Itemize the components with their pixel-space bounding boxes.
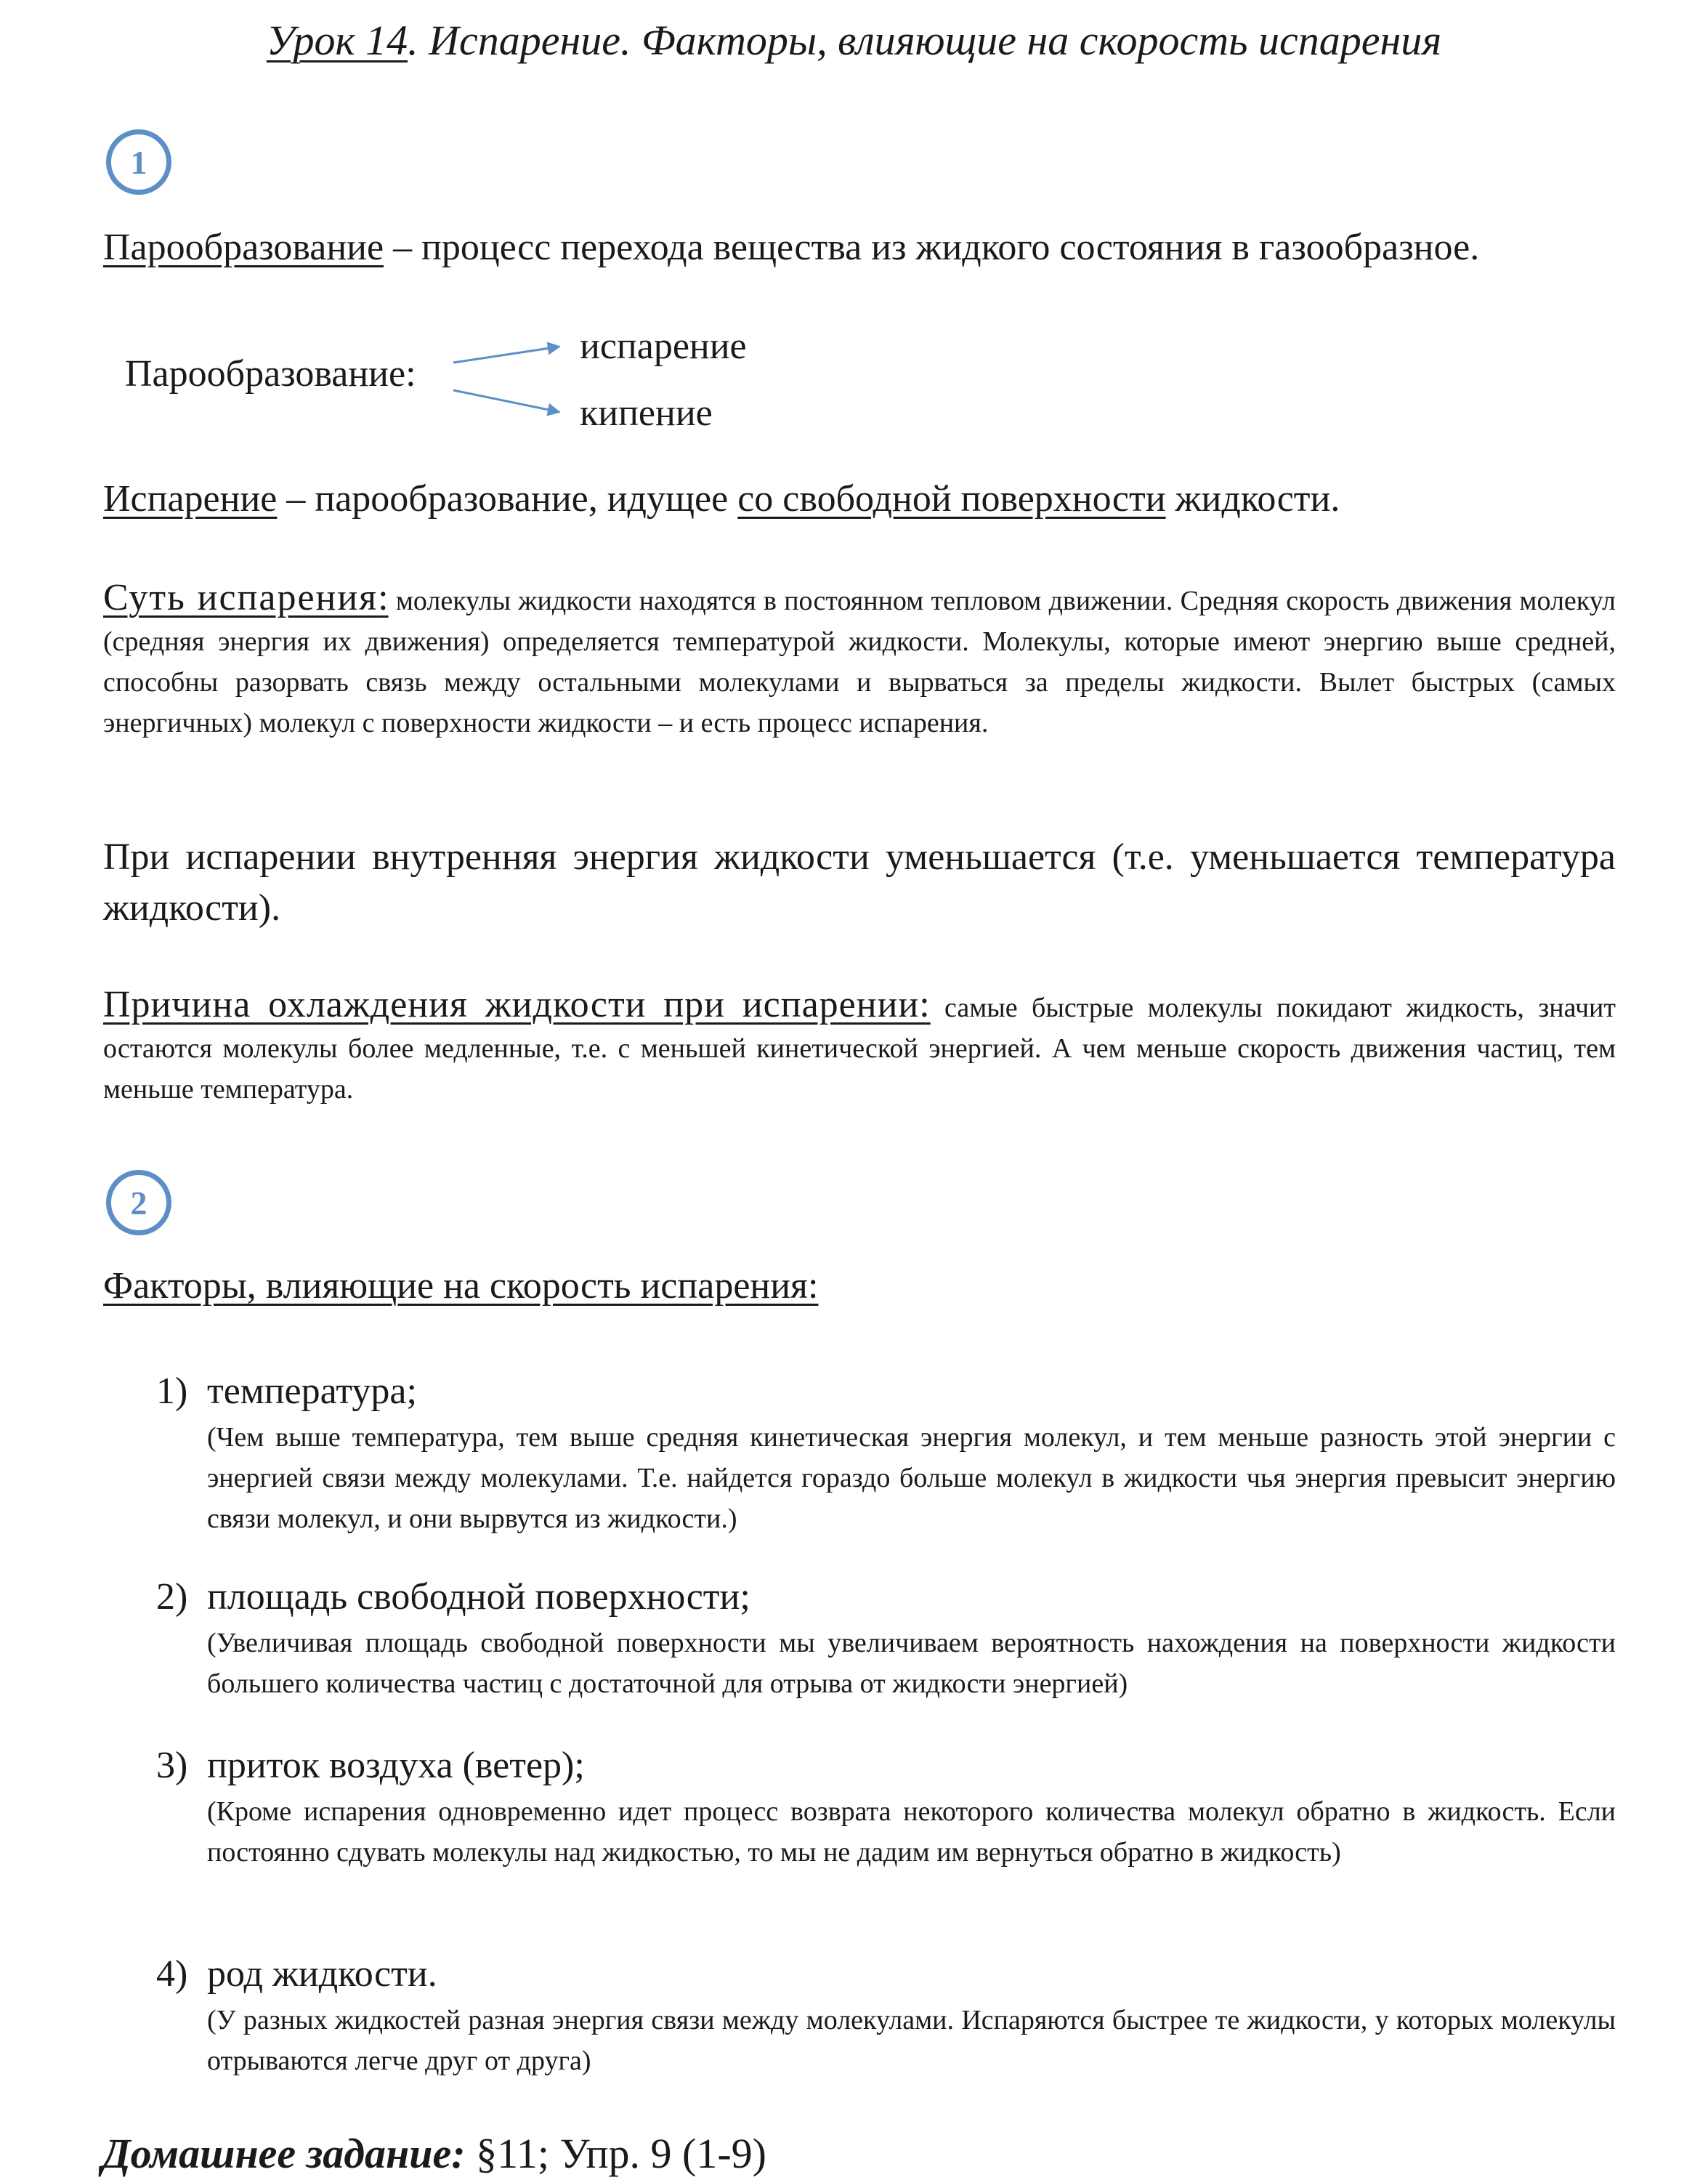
term-essence-colon: : [378, 577, 389, 618]
factor-title: температура; [207, 1370, 417, 1412]
factor-title: род жидкости. [207, 1953, 437, 1995]
factor-item-1 [156, 1366, 1616, 1539]
definition-vaporization-text: – процесс перехода вещества из жидкого состояния в газообразное. [384, 227, 1480, 268]
section-1-number: 1 [130, 143, 147, 181]
term-cooling: Причина охлаждения жидкости при испарении: [103, 984, 931, 1025]
homework [102, 2129, 766, 2178]
lesson-topic: . Испарение. Факторы, влияющие на скорость испарения [408, 17, 1442, 64]
factor-item-2 [156, 1572, 1616, 1704]
section-2-number: 2 [130, 1184, 147, 1222]
factors-heading [103, 1261, 818, 1312]
arrow-to-boiling [453, 390, 559, 412]
factor-number: 2) [156, 1576, 188, 1618]
factor-note: (Увеличивая площадь свободной поверхности мы увеличиваем вероятность нахождения на поверхности жидкости большего количества частиц с достаточной для отрыва от жидкости энергией) [207, 1628, 1616, 1699]
definition-evaporation [103, 474, 1340, 525]
term-evaporation: Испарение [103, 478, 278, 520]
energy-statement: При испарении внутренняя энергия жидкости уменьшается (т.е. уменьшается температура жидкости). [103, 836, 1616, 929]
diagram-branch-evaporation: испарение [580, 326, 747, 367]
essence-paragraph [103, 578, 1616, 743]
homework-text: §11; Упр. 9 (1-9) [465, 2130, 766, 2177]
factor-number: 3) [156, 1745, 188, 1786]
arrow-to-evaporation [453, 347, 559, 363]
factor-item-3 [156, 1740, 1616, 1873]
factor-note: (У разных жидкостей разная энергия связи между молекулами. Испаряются быстрее те жидкости, у которых молекулы отрываются легче друг от друга) [207, 2005, 1616, 2076]
factors-heading-text: Факторы, влияющие на скорость испарения: [103, 1265, 819, 1307]
factor-number: 4) [156, 1953, 188, 1995]
section-2-marker [106, 1170, 171, 1235]
homework-label: Домашнее задание: [102, 2130, 466, 2177]
cooling-paragraph [103, 985, 1616, 1110]
term-essence: Суть испарения [103, 577, 379, 618]
factor-title: приток воздуха (ветер); [207, 1745, 585, 1786]
diagram-branch-boiling: кипение [580, 392, 713, 434]
definition-vaporization [103, 222, 1622, 273]
section-1-marker [106, 129, 171, 195]
factor-note: (Кроме испарения одновременно идет процесс возврата некоторого количества молекул обратно в жидкость. Если постоянно сдувать молекулы над жидкостью, то мы не дадим им вернуться обратно в жидкость) [207, 1796, 1616, 1868]
definition-evaporation-text-b: жидкости. [1165, 478, 1340, 520]
diagram-source-label: Парообразование: [125, 353, 416, 395]
lesson-number: Урок 14 [266, 17, 408, 64]
term-vaporization: Парообразование [103, 227, 384, 268]
definition-evaporation-text-a: – парообразование, идущее [277, 478, 738, 520]
diagram-arrows [443, 331, 574, 432]
essence-text: молекулы жидкости находятся в постоянном тепловом движении. Средняя скорость движения молекул (средняя энергия их движения) определяется температурой жидкости. Молекулы, которые имеют энергию выше средней, способны разорвать связь между остальными молекулами и вырваться за пределы жидкости. Вылет быстрых (самых энергичных) молекул с поверхности жидкости – и есть процесс испарения. [103, 586, 1616, 738]
factor-item-4 [156, 1949, 1616, 2081]
free-surface-phrase: со свободной поверхности [737, 478, 1166, 520]
factor-title: площадь свободной поверхности; [207, 1576, 750, 1618]
factor-number: 1) [156, 1370, 188, 1412]
factor-note: (Чем выше температура, тем выше средняя кинетическая энергия молекул, и тем меньше разность этой энергии с энергией связи между молекулами. Т.е. найдется гораздо больше молекул в жидкости чья энергия превысит энергию связи молекул, и они вырвутся из жидкости.) [207, 1422, 1616, 1534]
page-title [0, 16, 1708, 65]
cooling-text: самые быстрые молекулы покидают жидкость, значит остаются молекулы более медленные, т.е. с меньшей кинетической энергией. А чем меньше скорость движения частиц, тем меньше температура. [103, 993, 1616, 1105]
